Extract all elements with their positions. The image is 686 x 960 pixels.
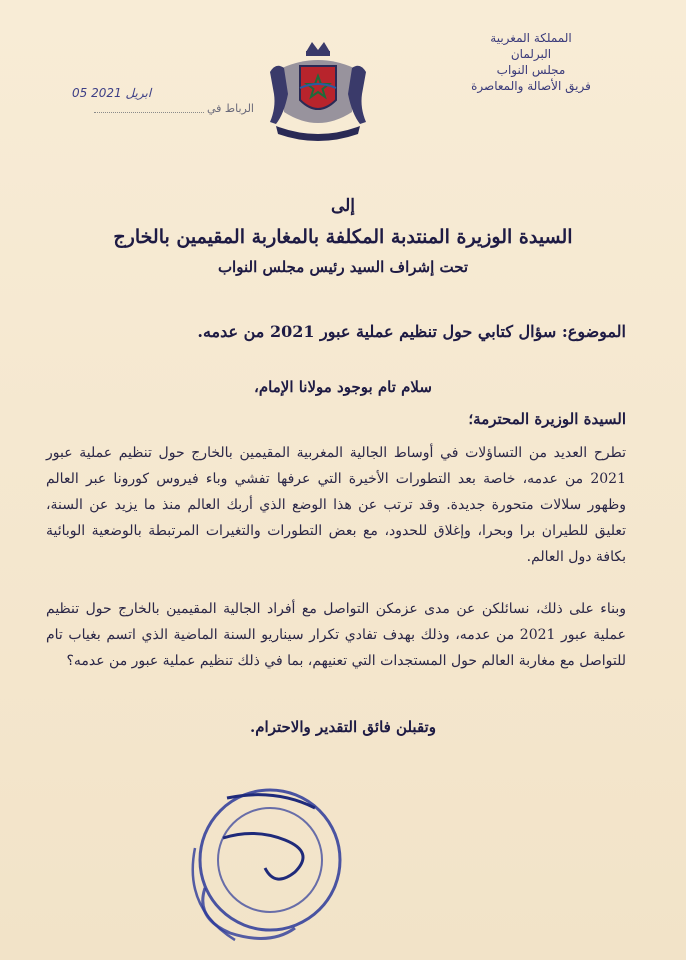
closing: وتقبلن فائق التقدير والاحترام. <box>250 718 436 736</box>
letter-date: 05 ابريل 2021 <box>72 86 152 100</box>
body-paragraph-1: تطرح العديد من التساؤلات في أوساط الجالية المغربية المقيمين بالخارج حول تنظيم عملية عبور 2021 من عدمه، خاصة بعد التطورات الأخيرة التي عرفها تفشي وباء فيروس كورونا عبر العالم وظهور سلالات متحورة جديدة. وقد ترتب عن هذا الوضع الذي أربك العالم منذ ما يزيد عن السنة، تعليق للطيران برا وبحرا، وإغلاق للحدود، مع بعض التطورات والتغيرات المرتبطة بالوضعية الوبائية بكافة دول العالم. <box>46 445 626 565</box>
dotted-line <box>94 112 204 113</box>
org-line-kingdom: المملكة المغربية <box>490 31 572 45</box>
org-line-house: مجلس النواب <box>496 63 566 77</box>
letter-subject: الموضوع: سؤال كتابي حول تنظيم عملية عبور 2021 من عدمه. <box>197 322 626 341</box>
organization-header <box>436 30 626 94</box>
addressee-title: السيدة الوزيرة المنتدبة المكلفة بالمغاربة المقيمين بالخارج <box>113 226 573 248</box>
org-line-group: فريق الأصالة والمعاصرة <box>471 79 591 93</box>
addressee-supervision: تحت إشراف السيد رئيس مجلس النواب <box>217 258 469 276</box>
org-line-parliament: البرلمان <box>510 47 552 61</box>
salutation: السيدة الوزيرة المحترمة؛ <box>468 410 626 428</box>
coat-of-arms-icon <box>262 38 374 142</box>
addressee-to: إلى <box>330 196 356 216</box>
official-stamp <box>175 768 355 948</box>
body-paragraph-2: وبناء على ذلك، نسائلكن عن مدى عزمكن التواصل مع أفراد الجالية المقيمين بالخارج حول تنظيم عملية عبور 2021 من عدمه، وذلك بهدف تفادي تكرار سيناريو السنة الماضية الذي اتسم بغياب تام للتواصل مع مغاربة العالم حول المستجدات التي تعنيهم، بما في ذلك تنظيم عملية عبور من عدمه؟ <box>46 601 626 669</box>
place-date <box>64 82 254 115</box>
greeting: سلام تام بوجود مولانا الإمام، <box>254 378 432 396</box>
place-label: الرباط في <box>207 102 254 115</box>
